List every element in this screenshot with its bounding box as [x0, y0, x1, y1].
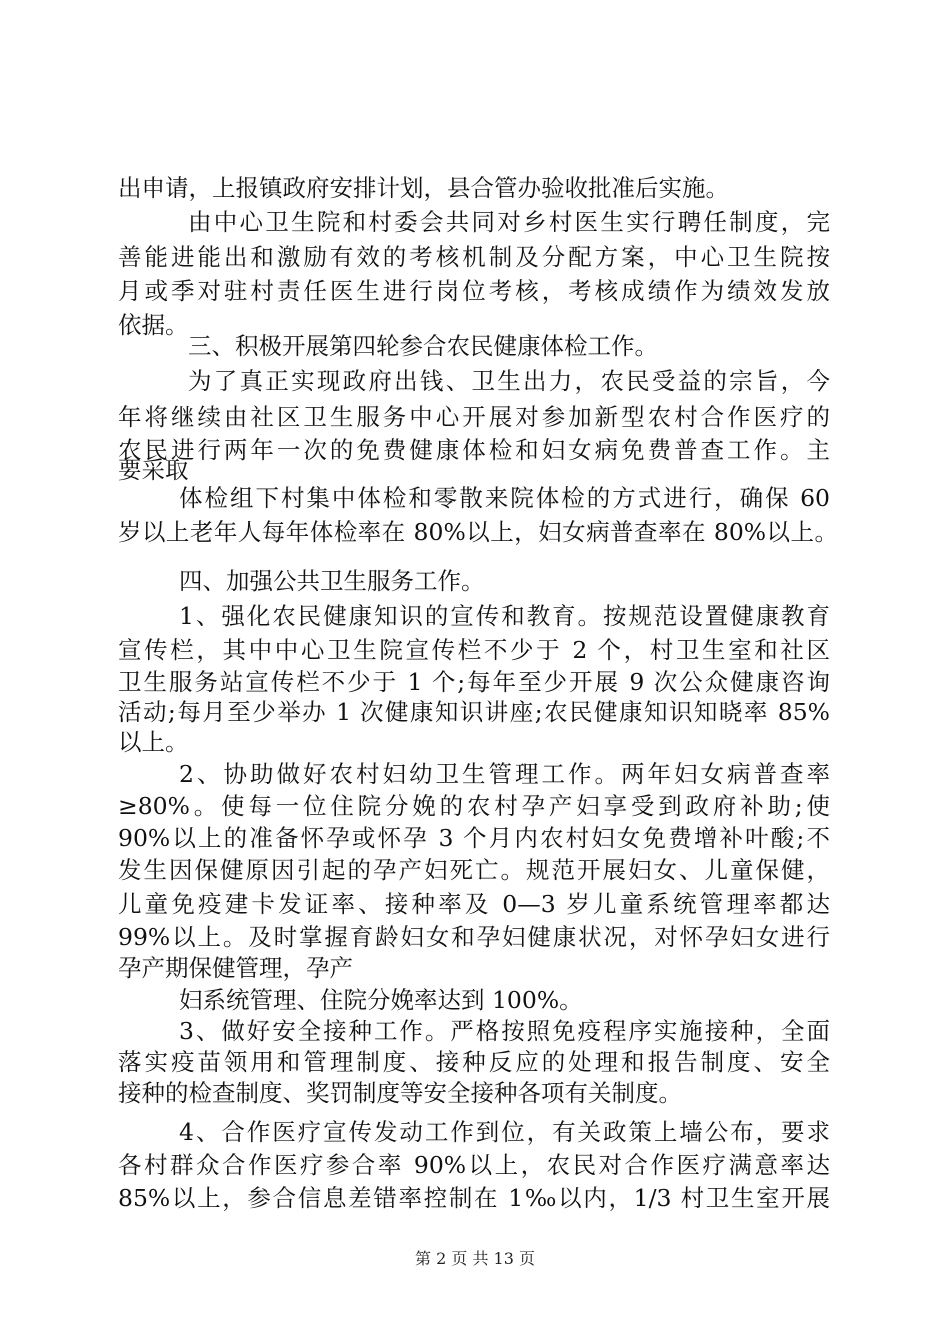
paragraph-line: 由中心卫生院和村委会共同对乡村医生实行聘任制度，完	[188, 208, 830, 236]
paragraph-line: 活动;每月至少举办 1 次健康知识讲座;农民健康知识知晓率 85%	[118, 698, 830, 726]
paragraph-line: 3、做好安全接种工作。严格按照免疫程序实施接种，全面	[179, 1017, 830, 1045]
text-line: 依据。	[118, 311, 189, 339]
paragraph-line: 2、协助做好农村妇幼卫生管理工作。两年妇女病普查率	[179, 760, 830, 788]
paragraph-line: 85%以上，参合信息差错率控制在 1‰以内，1/3 村卫生室开展	[118, 1184, 830, 1212]
paragraph-line: 体检组下村集中体检和零散来院体检的方式进行，确保 60	[179, 484, 830, 512]
text-line: 孕产期保健管理，孕产	[118, 954, 353, 982]
paragraph-line: 儿童免疫建卡发证率、接种率及 0—3 岁儿童系统管理率都达	[118, 890, 830, 918]
text-line: 接种的检查制度、奖罚制度等安全接种各项有关制度。	[118, 1079, 682, 1107]
paragraph-line: 为了真正实现政府出钱、卫生出力，农民受益的宗旨，今	[188, 367, 830, 395]
paragraph-line: 农民进行两年一次的免费健康体检和妇女病免费普查工作。主	[118, 436, 830, 464]
text-line: 要采取	[118, 456, 189, 484]
section-heading: 四、加强公共卫生服务工作。	[179, 567, 485, 595]
section-heading: 三、积极开展第四轮参合农民健康体检工作。	[188, 332, 658, 360]
paragraph-line: 月或季对驻村责任医生进行岗位考核，考核成绩作为绩效发放	[118, 277, 830, 305]
paragraph-line: 4、合作医疗宣传发动工作到位，有关政策上墙公布，要求	[179, 1118, 830, 1146]
text-line: 以上。	[118, 728, 189, 756]
paragraph-line: 落实疫苗领用和管理制度、接种反应的处理和报告制度、安全	[118, 1048, 830, 1076]
paragraph-line: 各村群众合作医疗参合率 90%以上，农民对合作医疗满意率达	[118, 1151, 830, 1179]
paragraph-line: ≥80%。使每一位住院分娩的农村孕产妇享受到政府补助;使	[118, 792, 830, 820]
text-line: 妇系统管理、住院分娩率达到 100%。	[179, 986, 583, 1014]
paragraph-line: 90%以上的准备怀孕或怀孕 3 个月内农村妇女免费增补叶酸;不	[118, 824, 830, 852]
paragraph-line: 卫生服务站宣传栏不少于 1 个;每年至少开展 9 次公众健康咨询	[118, 668, 830, 696]
page-number-footer: 第 2 页 共 13 页	[415, 1249, 535, 1268]
paragraph-line: 发生因保健原因引起的孕产妇死亡。规范开展妇女、儿童保健，	[118, 856, 830, 884]
paragraph-line: 年将继续由社区卫生服务中心开展对参加新型农村合作医疗的	[118, 403, 830, 431]
paragraph-line: 99%以上。及时掌握育龄妇女和孕妇健康状况，对怀孕妇女进行	[118, 923, 830, 951]
text-line: 出申请，上报镇政府安排计划，县合管办验收批准后实施。	[118, 174, 729, 202]
paragraph-line: 宣传栏，其中中心卫生院宣传栏不少于 2 个，村卫生室和社区	[118, 636, 830, 664]
paragraph-line: 岁以上老年人每年体检率在 80%以上，妇女病普查率在 80%以上。	[118, 518, 838, 546]
paragraph-line: 1、强化农民健康知识的宣传和教育。按规范设置健康教育	[179, 602, 830, 630]
paragraph-line: 善能进能出和激励有效的考核机制及分配方案，中心卫生院按	[118, 243, 830, 271]
